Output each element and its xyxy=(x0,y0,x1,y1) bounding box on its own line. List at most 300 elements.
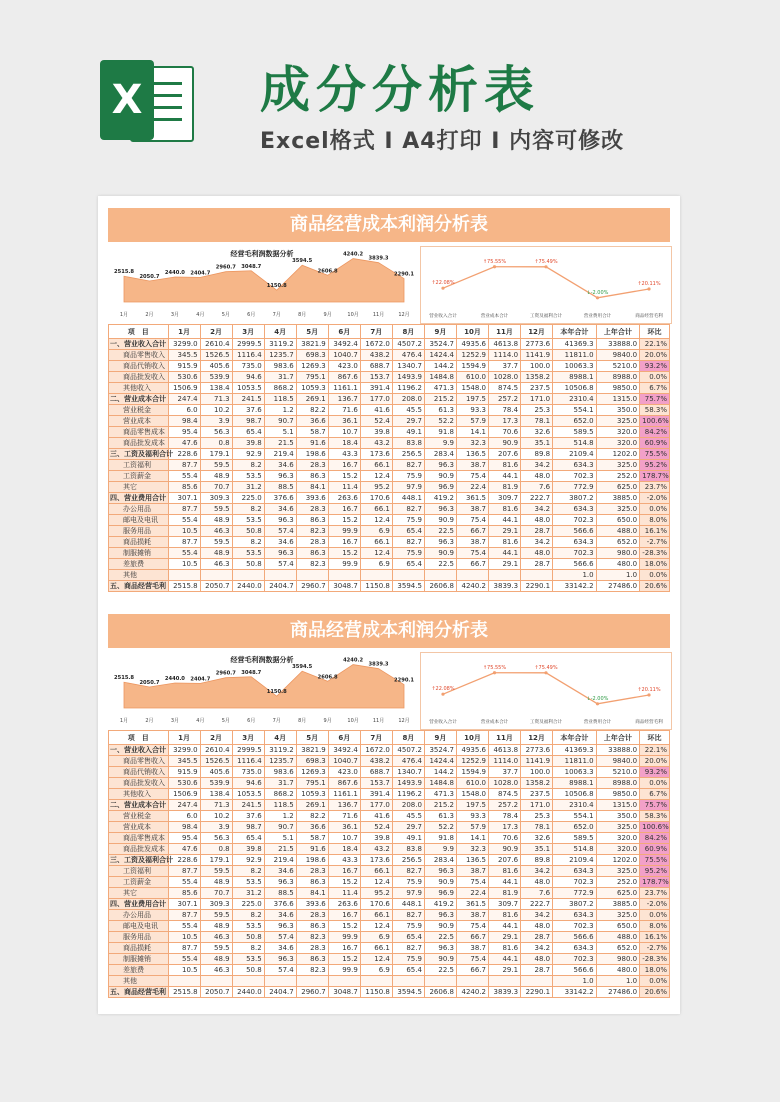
table-cell: 10.2 xyxy=(200,405,232,416)
table-cell: 530.6 xyxy=(168,372,200,383)
table-cell: 2999.5 xyxy=(232,745,264,756)
table-cell: 1059.3 xyxy=(296,789,328,800)
table-cell: 96.9 xyxy=(424,888,456,899)
table-cell: 39.8 xyxy=(360,833,392,844)
table-cell: 307.1 xyxy=(168,493,200,504)
table-cell: 3524.7 xyxy=(424,745,456,756)
table-cell: 2050.7 xyxy=(200,987,232,998)
ratio-x-tick: 商品经营毛利 xyxy=(635,720,663,725)
table-row xyxy=(109,932,670,943)
table-cell: 1114.0 xyxy=(489,350,521,361)
table-row xyxy=(109,822,670,833)
table-cell: 48.9 xyxy=(200,877,232,888)
table-cell: 8.2 xyxy=(232,910,264,921)
table-cell: 66.1 xyxy=(360,866,392,877)
table-cell: 39.8 xyxy=(232,438,264,449)
table-cell xyxy=(296,570,328,581)
table-cell: 1424.4 xyxy=(424,756,456,767)
table-row xyxy=(109,361,670,372)
table-cell xyxy=(424,976,456,987)
table-cell xyxy=(232,570,264,581)
table-cell: 237.5 xyxy=(521,383,553,394)
table-cell: 48.9 xyxy=(200,515,232,526)
table-cell: 177.0 xyxy=(360,394,392,405)
area-x-tick: 5月 xyxy=(221,312,230,318)
table-cell: 45.5 xyxy=(392,405,424,416)
area-data-label: 3594.5 xyxy=(292,664,313,671)
table-cell: 698.3 xyxy=(296,756,328,767)
table-cell: 6.9 xyxy=(360,932,392,943)
table-cell: 702.3 xyxy=(553,548,597,559)
column-header: 项 目 xyxy=(109,731,169,745)
table-cell: 868.2 xyxy=(264,383,296,394)
table-cell: 48.0 xyxy=(521,515,553,526)
table-cell xyxy=(168,570,200,581)
table-cell: 94.6 xyxy=(232,372,264,383)
row-label: 商品零售收入 xyxy=(109,756,169,767)
table-row xyxy=(109,394,670,405)
table-row xyxy=(109,350,670,361)
table-cell: 11811.0 xyxy=(553,756,597,767)
table-cell: 86.3 xyxy=(296,471,328,482)
table-cell: 566.6 xyxy=(553,526,597,537)
table-cell: 78.1 xyxy=(521,822,553,833)
table-cell: 3807.2 xyxy=(553,899,597,910)
table-cell: 1235.7 xyxy=(264,350,296,361)
row-label: 差旅费 xyxy=(109,965,169,976)
table-cell: 98.7 xyxy=(232,416,264,427)
ratio-x-tick: 工资及福利合计 xyxy=(529,314,563,319)
table-cell: 10.5 xyxy=(168,526,200,537)
row-label: 其他 xyxy=(109,570,169,581)
table-header-row xyxy=(109,731,670,745)
ratio-x-tick: 营业成本合计 xyxy=(480,314,509,319)
column-header: 环比 xyxy=(640,325,670,339)
table-cell: 38.7 xyxy=(456,460,488,471)
table-cell xyxy=(264,570,296,581)
table-cell: 1053.5 xyxy=(232,789,264,800)
table-cell: 41369.3 xyxy=(553,745,597,756)
table-header-row xyxy=(109,325,670,339)
table-cell: 7.6 xyxy=(521,482,553,493)
area-x-tick: 4月 xyxy=(196,312,205,318)
table-cell: 1315.0 xyxy=(596,800,640,811)
table-cell: 96.3 xyxy=(424,537,456,548)
row-label: 二、营业成本合计 xyxy=(109,394,169,405)
table-cell: 43.2 xyxy=(360,844,392,855)
table-cell: 11.4 xyxy=(328,888,360,899)
table-cell: 17.3 xyxy=(489,822,521,833)
table-cell: 6.0 xyxy=(168,811,200,822)
table-cell: 91.8 xyxy=(424,427,456,438)
table-cell: 37.6 xyxy=(232,811,264,822)
row-label: 商品代销收入 xyxy=(109,361,169,372)
table-cell: 15.2 xyxy=(328,471,360,482)
table-cell: 197.5 xyxy=(456,800,488,811)
ratio-cell: 93.2% xyxy=(640,767,670,778)
table-cell: 4613.8 xyxy=(489,745,521,756)
table-cell: 10.7 xyxy=(328,833,360,844)
table-cell: 198.6 xyxy=(296,449,328,460)
table-cell: 31.2 xyxy=(232,482,264,493)
ratio-cell: 6.7% xyxy=(640,789,670,800)
table-cell: 34.6 xyxy=(264,504,296,515)
table-cell: 3594.5 xyxy=(392,581,424,592)
table-cell: 82.2 xyxy=(296,405,328,416)
table-cell: 70.6 xyxy=(489,427,521,438)
table-cell: 15.2 xyxy=(328,548,360,559)
table-cell: 12.4 xyxy=(360,471,392,482)
table-cell: 1506.9 xyxy=(168,383,200,394)
table-row xyxy=(109,493,670,504)
table-cell: 33888.0 xyxy=(596,339,640,350)
table-cell: 1.0 xyxy=(553,570,597,581)
area-x-tick: 3月 xyxy=(170,312,180,318)
column-header: 7月 xyxy=(360,325,392,339)
table-cell: 10.2 xyxy=(200,811,232,822)
table-cell: 136.5 xyxy=(456,449,488,460)
table-cell: 320.0 xyxy=(596,438,640,449)
table-cell: 8988.0 xyxy=(596,372,640,383)
table-cell: 53.5 xyxy=(232,548,264,559)
table-cell: 7.6 xyxy=(521,888,553,899)
ratio-point xyxy=(596,702,599,705)
table-row xyxy=(109,910,670,921)
table-row xyxy=(109,767,670,778)
table-cell: 225.0 xyxy=(232,493,264,504)
table-cell: 38.7 xyxy=(456,866,488,877)
table-cell: 75.9 xyxy=(392,954,424,965)
table-cell xyxy=(168,976,200,987)
area-data-label: 2515.8 xyxy=(113,269,135,276)
column-header: 1月 xyxy=(168,325,200,339)
table-cell: 48.9 xyxy=(200,548,232,559)
table-cell: 1196.2 xyxy=(392,383,424,394)
row-label: 服务用品 xyxy=(109,526,169,537)
table-cell: 3821.9 xyxy=(296,745,328,756)
area-x-tick: 1月 xyxy=(119,312,129,318)
table-cell: 219.4 xyxy=(264,855,296,866)
ratio-cell: 58.3% xyxy=(640,405,670,416)
table-cell: 87.7 xyxy=(168,866,200,877)
area-x-tick: 2月 xyxy=(145,312,154,318)
table-cell: 99.9 xyxy=(328,932,360,943)
table-row xyxy=(109,438,670,449)
ratio-cell: 178.7% xyxy=(640,877,670,888)
table-cell: 138.4 xyxy=(200,383,232,394)
table-cell: 82.3 xyxy=(296,526,328,537)
table-cell: 14.1 xyxy=(456,427,488,438)
table-cell: 6.9 xyxy=(360,526,392,537)
table-cell: 27486.0 xyxy=(596,581,640,592)
ratio-cell: 58.3% xyxy=(640,811,670,822)
table-cell: 2050.7 xyxy=(200,581,232,592)
area-x-tick: 10月 xyxy=(347,718,359,724)
table-cell: 652.0 xyxy=(596,943,640,954)
excel-icon-letter: X xyxy=(100,60,154,140)
table-row xyxy=(109,778,670,789)
table-cell: 309.7 xyxy=(489,493,521,504)
table-cell: 95.2 xyxy=(360,888,392,899)
table-cell: 10063.3 xyxy=(553,767,597,778)
table-cell: 1196.2 xyxy=(392,789,424,800)
table-cell: 29.1 xyxy=(489,965,521,976)
ratio-data-label: ↑20.11% xyxy=(637,686,661,693)
area-data-label: 3048.7 xyxy=(241,263,262,270)
table-cell: 867.6 xyxy=(328,372,360,383)
table-cell: 1040.7 xyxy=(328,350,360,361)
table-cell: 589.5 xyxy=(553,427,597,438)
table-cell: 53.5 xyxy=(232,471,264,482)
table-cell: 9840.0 xyxy=(596,350,640,361)
column-header: 5月 xyxy=(296,731,328,745)
table-cell: 3119.2 xyxy=(264,339,296,350)
table-cell: 480.0 xyxy=(596,965,640,976)
table-cell: 177.0 xyxy=(360,800,392,811)
column-header: 2月 xyxy=(200,731,232,745)
column-header: 上年合计 xyxy=(596,731,640,745)
table-cell: 86.3 xyxy=(296,548,328,559)
table-cell: 22.5 xyxy=(424,965,456,976)
table-cell: 41369.3 xyxy=(553,339,597,350)
table-cell xyxy=(392,976,424,987)
row-label: 邮电及电讯 xyxy=(109,515,169,526)
table-cell: 89.8 xyxy=(521,855,553,866)
table-cell: 256.5 xyxy=(392,855,424,866)
table-row xyxy=(109,548,670,559)
table-cell: 65.4 xyxy=(392,965,424,976)
table-cell: 55.4 xyxy=(168,471,200,482)
table-cell: 38.7 xyxy=(456,537,488,548)
table-cell: 22.5 xyxy=(424,932,456,943)
column-header: 上年合计 xyxy=(596,325,640,339)
table-cell: 688.7 xyxy=(360,361,392,372)
table-cell: 65.4 xyxy=(392,559,424,570)
table-cell: 1114.0 xyxy=(489,756,521,767)
ratio-cell: -28.3% xyxy=(640,954,670,965)
column-header: 5月 xyxy=(296,325,328,339)
table-cell: 12.4 xyxy=(360,954,392,965)
table-cell: 10.5 xyxy=(168,559,200,570)
table-cell: 136.7 xyxy=(328,800,360,811)
table-cell: 59.5 xyxy=(200,910,232,921)
area-data-label: 2050.7 xyxy=(139,274,160,281)
table-cell: 2290.1 xyxy=(521,581,553,592)
table-cell: 1028.0 xyxy=(489,778,521,789)
table-cell: 405.6 xyxy=(200,361,232,372)
ratio-cell: 0.0% xyxy=(640,570,670,581)
table-cell: 70.7 xyxy=(200,888,232,899)
table-cell xyxy=(521,976,553,987)
row-label: 五、商品经营毛利 xyxy=(109,987,169,998)
table-cell: 215.2 xyxy=(424,800,456,811)
ratio-cell: 0.0% xyxy=(640,504,670,515)
ratio-cell: 8.0% xyxy=(640,515,670,526)
table-cell: 197.5 xyxy=(456,394,488,405)
column-header: 4月 xyxy=(264,731,296,745)
table-cell: 27486.0 xyxy=(596,987,640,998)
row-label: 商品损耗 xyxy=(109,943,169,954)
table-cell: 48.0 xyxy=(521,471,553,482)
table-cell: 10506.8 xyxy=(553,383,597,394)
ratio-cell: 0.0% xyxy=(640,910,670,921)
table-cell: 448.1 xyxy=(392,493,424,504)
area-data-label: 3594.5 xyxy=(292,258,313,265)
column-header: 12月 xyxy=(521,731,553,745)
table-cell: 307.1 xyxy=(168,899,200,910)
table-cell: 44.1 xyxy=(489,515,521,526)
table-cell: 471.3 xyxy=(424,383,456,394)
table-cell: 29.7 xyxy=(392,822,424,833)
ratio-cell: 22.1% xyxy=(640,745,670,756)
table-cell: 1484.8 xyxy=(424,778,456,789)
table-cell: 3821.9 xyxy=(296,339,328,350)
table-cell: 4240.2 xyxy=(456,581,488,592)
table-cell: 325.0 xyxy=(596,460,640,471)
table-cell: 96.9 xyxy=(424,482,456,493)
table-cell: 320.0 xyxy=(596,844,640,855)
table-cell: 84.1 xyxy=(296,888,328,899)
ratio-series-line xyxy=(443,267,649,298)
table-cell: 65.4 xyxy=(232,833,264,844)
table-row xyxy=(109,570,670,581)
table-cell: 82.7 xyxy=(392,866,424,877)
ratio-x-tick: 营业费用合计 xyxy=(583,314,612,319)
table-cell: 634.3 xyxy=(553,504,597,515)
area-data-label: 3048.7 xyxy=(241,669,262,676)
table-cell: 43.3 xyxy=(328,855,360,866)
table-cell: 90.9 xyxy=(489,844,521,855)
table-cell: 16.7 xyxy=(328,537,360,548)
table-cell: 1150.8 xyxy=(360,581,392,592)
area-x-tick: 8月 xyxy=(298,312,307,318)
table-cell: 1.0 xyxy=(596,976,640,987)
table-cell: 98.4 xyxy=(168,822,200,833)
table-cell: 2310.4 xyxy=(553,800,597,811)
area-data-label: 2606.8 xyxy=(317,674,338,681)
column-header: 环比 xyxy=(640,731,670,745)
table-cell: 71.6 xyxy=(328,405,360,416)
table-cell: 5210.0 xyxy=(596,361,640,372)
table-cell: 4613.8 xyxy=(489,339,521,350)
table-cell: 1141.9 xyxy=(521,350,553,361)
ratio-point xyxy=(596,296,599,299)
table-cell: 46.3 xyxy=(200,559,232,570)
table-cell: 75.9 xyxy=(392,471,424,482)
ratio-data-label: ↑22.08% xyxy=(431,686,455,693)
table-cell xyxy=(232,976,264,987)
table-cell: 36.1 xyxy=(328,416,360,427)
table-cell: 81.6 xyxy=(489,460,521,471)
table-row xyxy=(109,800,670,811)
table-cell: 16.7 xyxy=(328,866,360,877)
table-cell: 82.2 xyxy=(296,811,328,822)
table-cell: 22.4 xyxy=(456,482,488,493)
table-cell: 37.7 xyxy=(489,361,521,372)
table-cell: 8988.1 xyxy=(553,372,597,383)
ratio-cell: 23.7% xyxy=(640,888,670,899)
table-cell: 361.5 xyxy=(456,493,488,504)
table-cell: 10506.8 xyxy=(553,789,597,800)
table-cell: 78.4 xyxy=(489,405,521,416)
table-cell: 9.9 xyxy=(424,844,456,855)
table-cell: 95.2 xyxy=(360,482,392,493)
table-cell: 1252.9 xyxy=(456,756,488,767)
area-x-tick: 9月 xyxy=(323,718,332,724)
table-cell: 34.2 xyxy=(521,460,553,471)
table-row xyxy=(109,449,670,460)
table-cell: 70.7 xyxy=(200,482,232,493)
table-cell: 539.9 xyxy=(200,778,232,789)
area-data-label: 2404.7 xyxy=(190,270,211,277)
row-label: 其他 xyxy=(109,976,169,987)
table-cell: 48.0 xyxy=(521,548,553,559)
ratio-cell: 8.0% xyxy=(640,921,670,932)
table-cell: 46.3 xyxy=(200,526,232,537)
table-cell: 539.9 xyxy=(200,372,232,383)
table-cell: 983.6 xyxy=(264,361,296,372)
table-cell: 1506.9 xyxy=(168,789,200,800)
ratio-cell: 16.1% xyxy=(640,932,670,943)
area-data-label: 2440.0 xyxy=(164,270,185,277)
area-chart-title: 经营毛利润数据分析 xyxy=(230,656,294,664)
table-cell: 17.3 xyxy=(489,416,521,427)
ratio-cell: 100.6% xyxy=(640,416,670,427)
area-x-tick: 7月 xyxy=(272,718,281,724)
table-cell: 1526.5 xyxy=(200,756,232,767)
table-cell: 4935.6 xyxy=(456,339,488,350)
table-cell: 22.5 xyxy=(424,526,456,537)
area-x-tick: 10月 xyxy=(347,312,359,318)
table-cell: 688.7 xyxy=(360,767,392,778)
table-cell: 33888.0 xyxy=(596,745,640,756)
table-cell: 702.3 xyxy=(553,921,597,932)
table-cell: 8988.1 xyxy=(553,778,597,789)
table-cell: 2109.4 xyxy=(553,855,597,866)
data-table xyxy=(108,324,670,592)
table-cell: 25.3 xyxy=(521,405,553,416)
ratio-data-label: ↑22.08% xyxy=(431,280,455,287)
table-cell: 5.1 xyxy=(264,427,296,438)
table-cell: 0.8 xyxy=(200,438,232,449)
table-cell: 247.4 xyxy=(168,800,200,811)
table-cell: 28.3 xyxy=(296,460,328,471)
table-cell: 21.5 xyxy=(264,438,296,449)
row-label: 营业成本 xyxy=(109,416,169,427)
ratio-cell: 0.0% xyxy=(640,976,670,987)
table-cell: 85.6 xyxy=(168,482,200,493)
table-cell: 252.0 xyxy=(596,471,640,482)
row-label: 营业税金 xyxy=(109,405,169,416)
table-cell: 82.3 xyxy=(296,932,328,943)
table-cell: 2610.4 xyxy=(200,339,232,350)
table-cell: 75.9 xyxy=(392,548,424,559)
table-cell: 44.1 xyxy=(489,954,521,965)
table-cell: 55.4 xyxy=(168,877,200,888)
table-cell: 56.3 xyxy=(200,427,232,438)
table-cell: 772.9 xyxy=(553,888,597,899)
table-cell: 2515.8 xyxy=(168,987,200,998)
column-header: 8月 xyxy=(392,325,424,339)
table-row xyxy=(109,789,670,800)
table-cell: 566.6 xyxy=(553,932,597,943)
table-cell: 1594.9 xyxy=(456,361,488,372)
table-cell: 81.6 xyxy=(489,943,521,954)
ratio-data-label: ↓-2.00% xyxy=(586,289,609,296)
table-cell: 702.3 xyxy=(553,515,597,526)
table-cell: 2610.4 xyxy=(200,745,232,756)
table-cell: 83.8 xyxy=(392,844,424,855)
